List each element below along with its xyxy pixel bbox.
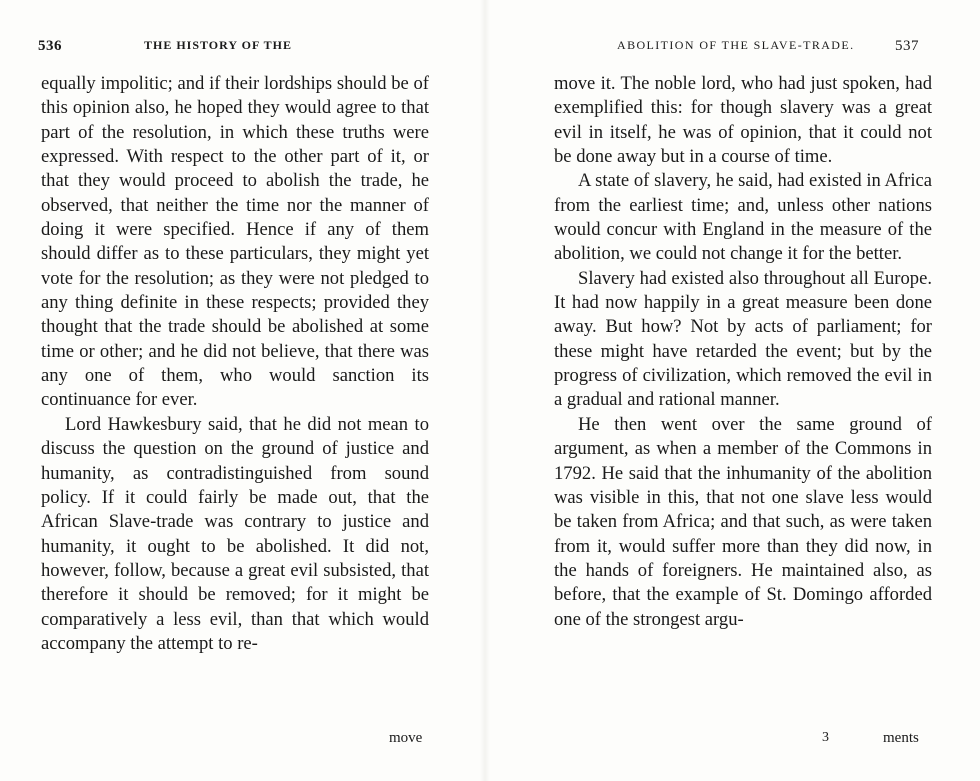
paragraph: Slavery had existed also throughout all Europe. It had now happily in a great measure been done away. But how? Not by acts of parliament; for these might have retarded the event; but by the progress of civilization, which removed the evil in a gradual and rational manner. <box>554 267 932 411</box>
paragraph: move it. The noble lord, who had just spoken, had exemplified this: for though slavery was a great evil in itself, he was of opinion, that it could not be done away but in a course of time. <box>554 73 932 168</box>
paragraph: A state of slavery, he said, had existed in Africa from the earliest time; and, unless other nations would concur with England in the measure of the abolition, we could not change it for the better. <box>554 170 932 265</box>
page-body <box>554 72 932 632</box>
paragraph: equally impolitic; and if their lordships should be of this opinion also, he hoped they would agree to that part of the resolution, in which these truths were expressed. With respect to the other part of it, or that they would proceed to abolish the trade, he observed, that neither the time nor the manner of doing it were specified. Hence if any of them should differ as to these particulars, they might yet vote for the resolution; as they were not pledged to any thing definite in these respects; provided they thought that the trade should be abolished at some time or other; and he did not believe, that there was any one of them, who would sanction its continuance for ever. <box>41 73 429 411</box>
catchword: ments <box>883 730 919 746</box>
paragraph: He then went over the same ground of argument, as when a member of the Commons in 1792. He said that the inhumanity of the abolition was visible in this, that not one slave less would be taken from Africa; and that such, as were taken from it, would suffer more than they did now, in the hands of foreigners. He maintained also, as before, that the example of St. Domingo afforded one of the strongest argu- <box>554 413 932 630</box>
page-number: 536 <box>38 38 62 54</box>
gutter <box>480 0 490 781</box>
page-number: 537 <box>895 38 919 54</box>
running-head: THE HISTORY OF THE <box>144 38 292 52</box>
left-page <box>0 0 480 781</box>
catchword: move <box>389 730 423 746</box>
right-page <box>490 0 980 781</box>
page-body <box>41 72 429 656</box>
signature-mark: 3 <box>822 730 829 745</box>
running-head: ABOLITION OF THE SLAVE-TRADE. <box>617 38 855 52</box>
paragraph: Lord Hawkesbury said, that he did not mean to discuss the question on the ground of justice and humanity, as contradistinguished from sound policy. If it could fairly be made out, that the African Slave-trade was contrary to justice and humanity, it ought to be abolished. It did not, however, follow, because a great evil subsisted, that therefore it should be removed; for it might be comparatively a less evil, than that which would accompany the attempt to re- <box>41 413 429 654</box>
